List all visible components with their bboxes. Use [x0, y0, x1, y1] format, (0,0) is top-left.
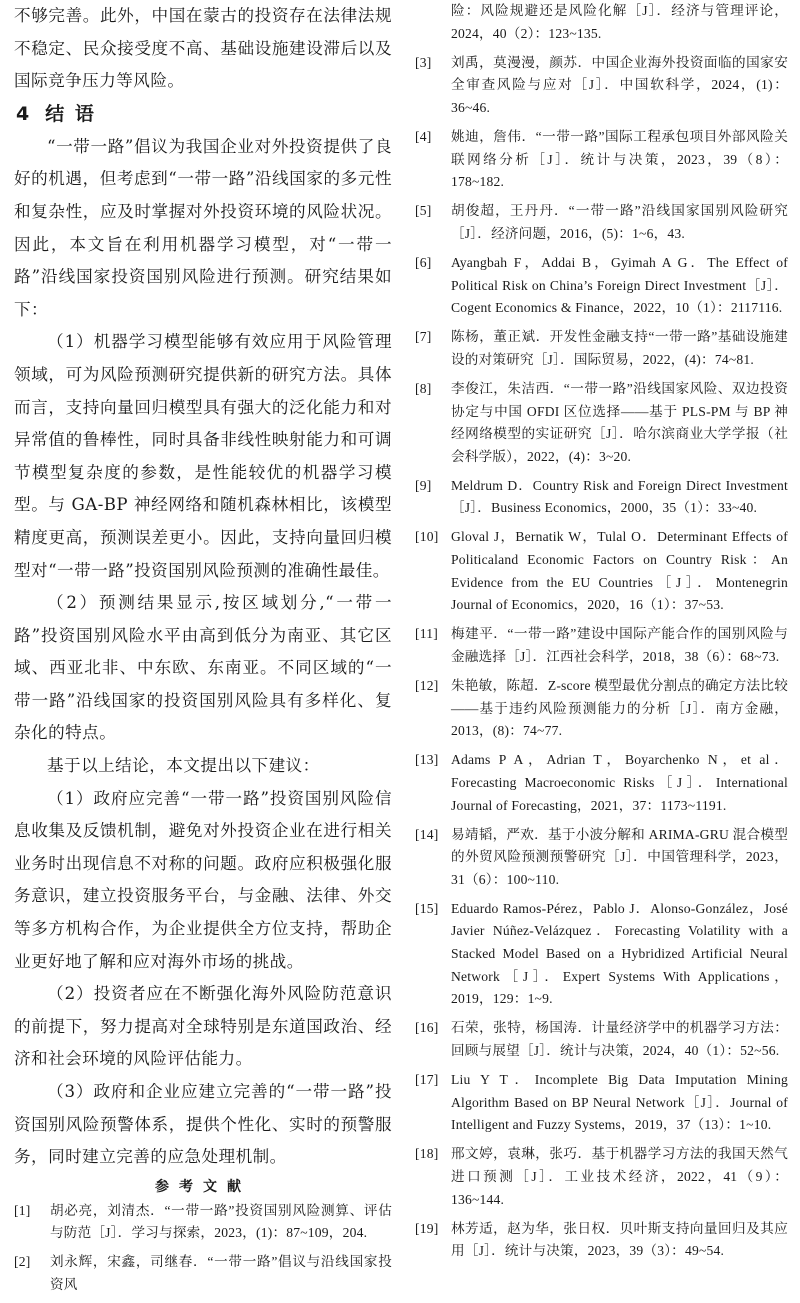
reference-text: Ayangbah F，Addai B，Gyimah A G．The Effect of Political Risk on China’s Foreign Direct Investment［J］．Cogent Economics & Finance，2022，10（1）：2117116. — [451, 254, 788, 316]
continued-paragraph: 不够完善。此外，中国在蒙古的投资存在法律法规不稳定、民众接受度不高、基础设施建设滞后以及国际竞争压力等风险。 — [14, 6, 392, 91]
reference-text: 陈杨，董正斌．开发性金融支持“一带一路”基础设施建设的对策研究［J］．国际贸易，2022，(4)：74~81. — [451, 329, 788, 367]
reference-text: 李俊江，朱洁西．“一带一路”沿线国家风险、双边投资协定与中国 OFDI 区位选择——基于 PLS-PM 与 BP 神经网络模型的实证研究［J］．哈尔滨商业大学学报（社会科学版），2022，(4)：3~20. — [451, 380, 788, 464]
reference-text: Liu Y T．Incomplete Big Data Imputation Mining Algorithm Based on BP Neural Network［J］．Journal of Intelligent and Fuzzy Systems，2019，37（13）：1~10. — [451, 1072, 788, 1133]
reference-number: [19] — [415, 1220, 439, 1236]
right-column — [415, 0, 788, 1269]
left-column — [14, 0, 392, 1303]
reference-item — [415, 824, 788, 892]
reference-item — [415, 623, 788, 668]
reference-text: 姚迪，詹伟．“一带一路”国际工程承包项目外部风险关联网络分析［J］．统计与决策，2023，39（8）：178~182. — [451, 128, 788, 190]
reference-item — [415, 52, 788, 120]
reference-item — [415, 1017, 788, 1062]
reference-number: [11] — [415, 626, 438, 642]
reference-item — [415, 378, 788, 468]
section-title: 结 语 — [45, 102, 96, 125]
reference-text: 刘禹，莫漫漫，颜苏．中国企业海外投资面临的国家安全审查风险与应对［J］．中国软科学，2024，(1)：36~46. — [451, 54, 788, 115]
reference-item — [415, 1069, 788, 1137]
reference-item — [415, 749, 788, 817]
reference-number: [7] — [415, 329, 432, 345]
reference-number: [13] — [415, 752, 439, 768]
reference-item — [415, 1218, 788, 1263]
reference-item — [415, 1143, 788, 1211]
section-heading — [16, 99, 392, 129]
reference-list — [415, 52, 788, 1263]
reference-item — [14, 1200, 392, 1245]
body-paragraph: “一带一路”倡议为我国企业对外投资提供了良好的机遇，但考虑到“一带一路”沿线国家的多元性和复杂性，应及时掌握对外投资环境的风险状况。因此，本文旨在利用机器学习模型，对“一带一路”沿线国家投资国别风险进行预测。研究结果如下： — [14, 136, 392, 319]
reference-item — [415, 898, 788, 1011]
reference-number: [18] — [415, 1146, 439, 1162]
reference-number: [12] — [415, 678, 439, 694]
reference-item — [415, 526, 788, 616]
reference-number: [1] — [14, 1202, 31, 1218]
reference-text: 朱艳敏，陈超．Z-score 模型最优分割点的确定方法比较——基于违约风险预测能力的分析［J］．南方金融，2013，(8)：74~77. — [451, 678, 788, 739]
reference-text: Meldrum D．Country Risk and Foreign Direct Investment［J］．Business Economics，2000，35（1）：33~40. — [451, 477, 788, 516]
body-paragraph: （2）投资者应在不断强化海外风险防范意识的前提下，努力提高对全球特别是东道国政治、经济和社会环境的风险评估能力。 — [14, 984, 392, 1069]
reference-number: [4] — [415, 128, 432, 144]
reference-text: 林芳适，赵为华，张日权．贝叶斯支持向量回归及其应用［J］．统计与决策，2023，39（3）：49~54. — [451, 1220, 788, 1259]
reference-number: [3] — [415, 54, 432, 70]
reference-text: 胡必亮，刘清杰．“一带一路”投资国别风险测算、评估与防范［J］．学习与探索，2023，(1)：87~109，204. — [50, 1202, 392, 1241]
reference-text: 易靖韬，严欢．基于小波分解和 ARIMA-GRU 混合模型的外贸风险预测预警研究［J］．中国管理科学，2023，31（6）：100~110. — [451, 826, 788, 887]
reference-text: Gloval J，Bernatik W，Tulal O．Determinant Effects of Politicaland Economic Factors on Country Risk：An Evidence from the EU Countries［J］．Montenegrin Journal of Economics，2020，16（1）：37~53. — [451, 529, 788, 613]
reference-number: [16] — [415, 1020, 439, 1036]
reference-number: [2] — [14, 1254, 31, 1270]
reference-text: 胡俊超，王丹丹．“一带一路”沿线国家国别风险研究［J］．经济问题，2016，(5)：1~6，43. — [451, 203, 788, 241]
reference-item — [415, 326, 788, 371]
reference-number: [5] — [415, 203, 432, 219]
body-paragraph: （1）政府应完善“一带一路”投资国别风险信息收集及反馈机制，避免对外投资企业在进行相关业务时出现信息不对称的问题。政府应积极强化服务意识，建立投资服务平台，与金融、法律、外交等多方机构合作，为企业提供全方位支持，帮助企业更好地了解和应对海外市场的挑战。 — [14, 788, 392, 971]
body-paragraph: （2）预测结果显示,按区域划分,“一带一路”投资国别风险水平由高到低分为南亚、其它区域、西亚北非、中东欧、东南亚。不同区域的“一带一路”沿线国家的投资国别风险具有多样化、复杂化的特点。 — [14, 593, 392, 743]
body-paragraph: （3）政府和企业应建立完善的“一带一路”投资国别风险预警体系，提供个性化、实时的预警服务，同时建立完善的应急处理机制。 — [14, 1082, 392, 1167]
reference-number: [14] — [415, 826, 439, 842]
reference-number: [6] — [415, 254, 432, 270]
references-heading: 参考文献 — [155, 1178, 251, 1195]
reference-text: 石荣，张特，杨国涛．计量经济学中的机器学习方法：回顾与展望［J］．统计与决策，2024，40（1）：52~56. — [451, 1020, 788, 1058]
reference-text: Adams P A，Adrian T，Boyarchenko N，et al．Forecasting Macroeconomic Risks［J］．International Journal of Forecasting，2021，37：1173~1191. — [451, 752, 788, 813]
reference-text: 刘永辉，宋鑫，司继春．“一带一路”倡议与沿线国家投资风 — [50, 1254, 392, 1293]
reference-number: [15] — [415, 900, 439, 916]
reference-item — [415, 252, 788, 320]
reference-text: 险：风险规避还是风险化解［J］．经济与管理评论，2024，40（2）：123~135. — [451, 3, 788, 41]
reference-item — [14, 1251, 392, 1296]
body-paragraph: 基于以上结论，本文提出以下建议： — [47, 756, 320, 776]
reference-number: [8] — [415, 380, 432, 396]
body-paragraph: （1）机器学习模型能够有效应用于风险管理领域，可为风险预测研究提供新的研究方法。具体而言，支持向量回归模型具有强大的泛化能力和对异常值的鲁棒性，同时具备非线性映射能力和可调节模型复杂度的参数，是性能较优的机器学习模型。与 GA-BP 神经网络和随机森林相比，该模型精度更高，预测误差更小。因此，支持向量回归模型对“一带一路”投资国别风险预测的准确性最佳。 — [14, 332, 392, 580]
reference-number: [10] — [415, 529, 439, 545]
reference-text: 梅建平．“一带一路”建设中国际产能合作的国别风险与金融选择［J］．江西社会科学，2018，38（6）：68~73. — [451, 626, 788, 664]
section-number: 4 — [16, 102, 32, 125]
reference-number: [9] — [415, 477, 432, 493]
reference-text: 邢文婷，袁琳，张巧．基于机器学习方法的我国天然气进口预测［J］．工业技术经济，2022，41（9）：136~144. — [451, 1146, 788, 1207]
reference-item — [415, 675, 788, 743]
reference-text: Eduardo Ramos-Pérez，Pablo J．Alonso-González，José Javier Núñez-Velázquez．Forecasting Volatility with a Stacked Model Based on a Hybridized Artificial Neural Network［J］．Expert Systems With Applications，2019，129：1~9. — [451, 900, 788, 1007]
reference-item — [415, 475, 788, 520]
reference-item — [415, 126, 788, 194]
reference-number: [17] — [415, 1072, 439, 1088]
reference-continuation — [415, 0, 788, 45]
reference-item — [415, 200, 788, 245]
